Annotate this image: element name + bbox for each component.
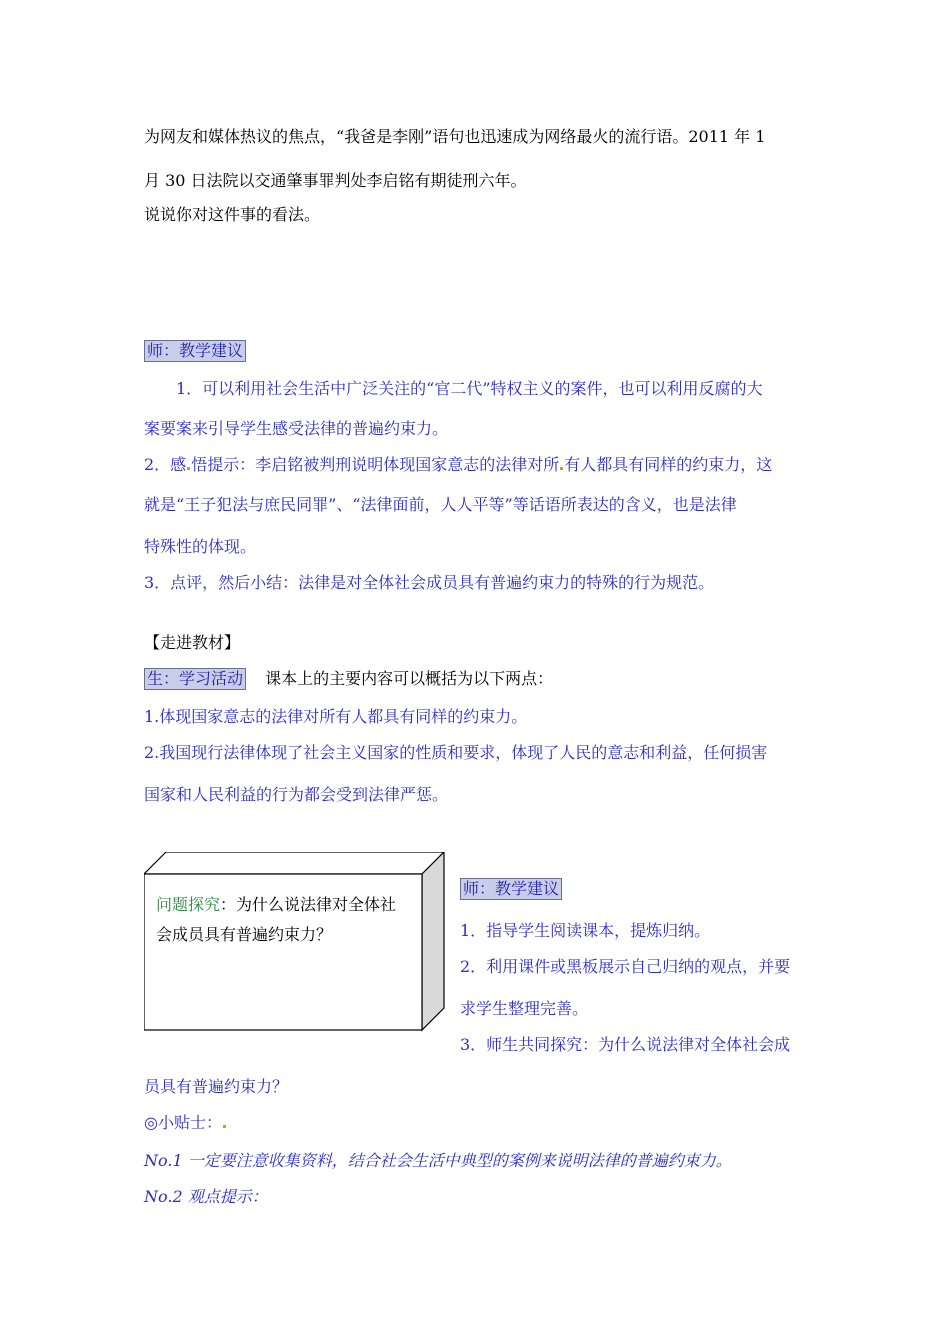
tip-no1: No.1 一定要注意收集资料，结合社会生活中典型的案例来说明法律的普遍约束力。 [144,1151,732,1170]
study-activity-intro: 课本上的主要内容可以概括为以下两点： [265,669,554,688]
study-activity-tag: 生：学习活动 [144,668,246,690]
teacher2-item-2a: 2．利用课件或黑板展示自己归纳的观点，并要 [460,957,791,976]
teacher-item-2a-mid: 悟提示：李启铭被判刑说明体现国家意志的法律对所 [191,455,560,474]
textbook-heading: 【走进教材】 [144,633,241,652]
teacher-suggestion-tag: 师：教学建议 [144,340,246,362]
inquiry-label: 问题探究 [156,895,221,914]
teacher-item-2a-pre: 2．感 [144,455,187,474]
intro-line-1: 为网友和媒体热议的焦点，“我爸是李刚”语句也迅速成为网络最火的流行语。2011 年 1 [144,127,766,146]
mark-dot [223,1125,226,1128]
teacher-item-2b: 就是“王子犯法与庶民同罪”、“法律面前，人人平等”等话语所表达的含义，也是法律 [144,495,737,514]
teacher-item-1b: 案要案来引导学生感受法律的普遍约束力。 [144,419,449,438]
teacher2-item-1: 1．指导学生阅读课本，提炼归纳。 [460,921,711,940]
teacher-item-2c: 特殊性的体现。 [144,537,257,556]
teacher-suggestion-label-1 [144,340,246,362]
teacher2-item-2b: 求学生整理完善。 [460,999,589,1018]
inquiry-box-text [156,890,420,950]
intro-line-2: 月 30 日法院以交通肇事罪判处李启铭有期徒刑六年。 [144,171,527,190]
mark-dot [560,467,563,470]
teacher-suggestion-label-2 [460,878,562,900]
mark-dot [187,467,190,470]
teacher-suggestion-tag-2: 师：教学建议 [460,878,562,900]
teacher2-item-3a: 3．师生共同探究：为什么说法律对全体社会成 [460,1035,791,1054]
textbook-point-2b: 国家和人民利益的行为都会受到法律严惩。 [144,785,449,804]
intro-question: 说说你对这件事的看法。 [144,205,321,224]
tips-heading-text: ◎小贴士： [144,1113,222,1132]
inquiry-text-a: ：为什么说法律对全体社 [220,895,397,914]
tip-no2: No.2 观点提示： [144,1187,268,1206]
teacher-item-1a: 1．可以利用社会生活中广泛关注的“官二代”特权主义的案件，也可以利用反腐的大 [176,379,763,398]
study-activity-line [144,668,553,690]
teacher-item-2a-post: 有人都具有同样的约束力，这 [564,455,773,474]
teacher-item-3: 3．点评，然后小结：法律是对全体社会成员具有普遍约束力的特殊的行为规范。 [144,573,715,592]
textbook-point-1: 1.体现国家意志的法律对所有人都具有同样的约束力。 [144,707,528,726]
teacher-item-2a [144,454,772,476]
textbook-point-2a: 2.我国现行法律体现了社会主义国家的性质和要求，体现了人民的意志和利益，任何损害 [144,743,768,762]
teacher2-item-3b: 员具有普遍约束力？ [144,1077,289,1096]
tips-heading [144,1112,227,1134]
inquiry-text-b: 会成员具有普遍约束力？ [156,925,333,944]
